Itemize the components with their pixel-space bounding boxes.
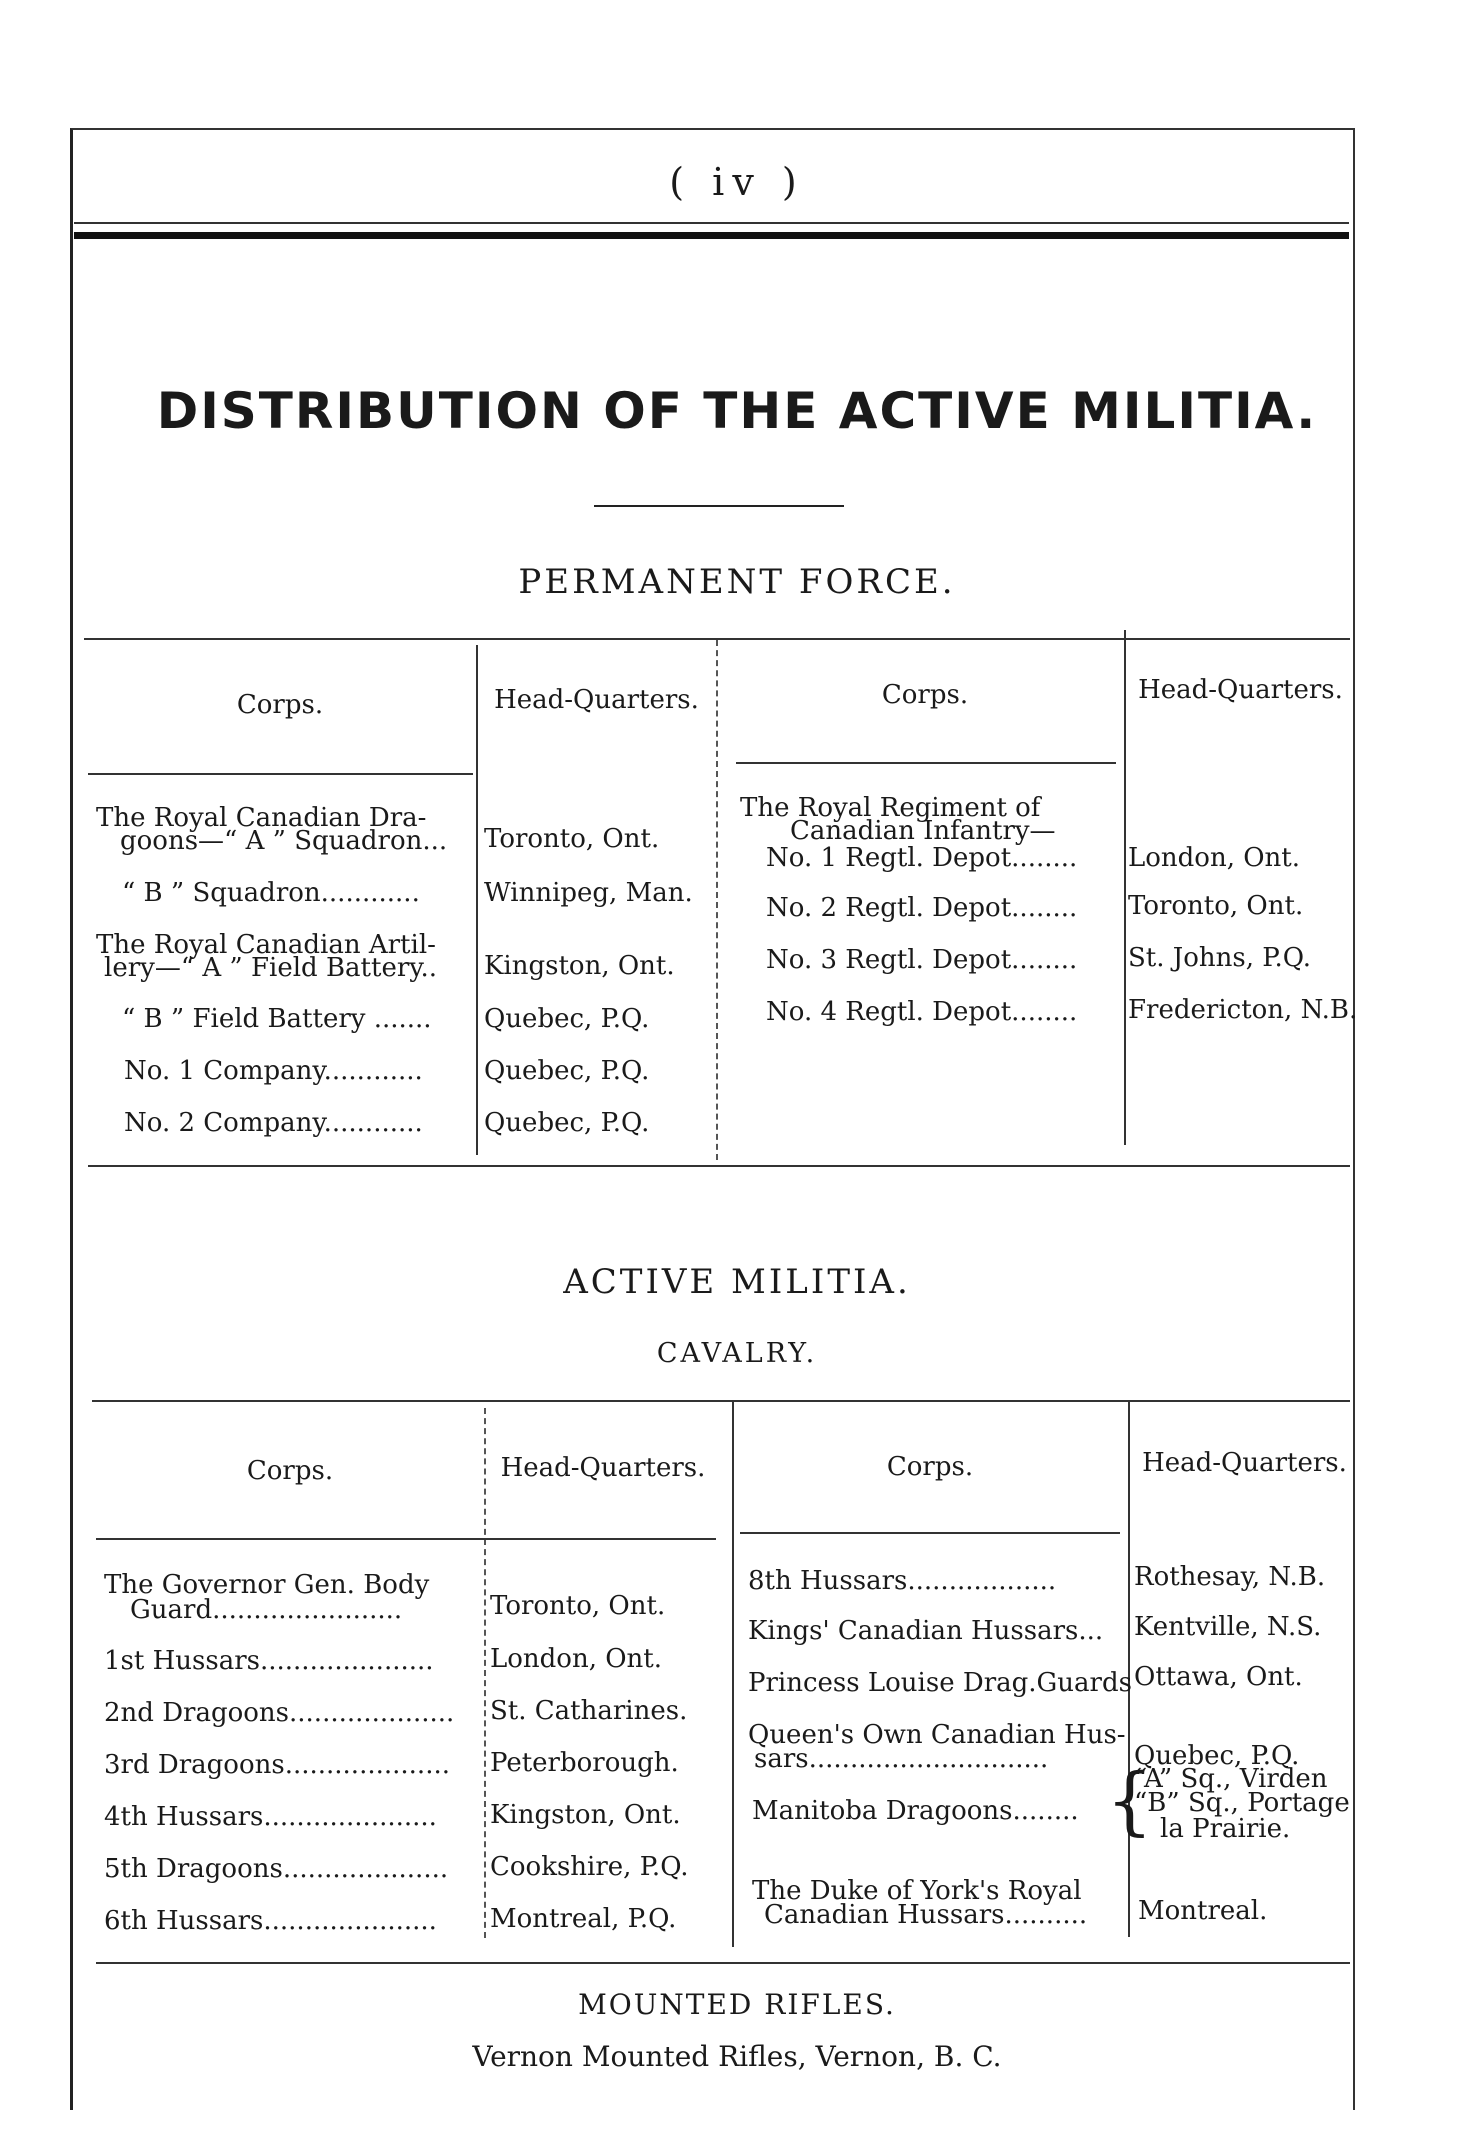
pf-header-rule [736, 762, 1116, 764]
am-right-hq: “B” Sq., Portage [1134, 1788, 1350, 1818]
pf-left-corps: lery—“ A ” Field Battery.. [104, 953, 438, 983]
am-right-hq: Rothesay, N.B. [1134, 1562, 1326, 1592]
am-left-corps: 4th Hussars..................... [104, 1802, 437, 1832]
am-left-corps: 3rd Dragoons.................... [104, 1750, 450, 1780]
header-rule-thin [74, 222, 1349, 224]
pf-left-corps: No. 2 Company............ [124, 1108, 423, 1138]
pf-divider [476, 645, 478, 1155]
pf-right-corps: No. 3 Regtl. Depot........ [766, 945, 1078, 975]
am-right-hq: “A” Sq., Virden [1134, 1764, 1328, 1794]
am-header-rule [740, 1532, 1120, 1534]
am-right-hq: Montreal. [1138, 1896, 1268, 1926]
permanent-force-heading: PERMANENT FORCE. [518, 562, 956, 602]
pf-right-group: Canadian Infantry— [790, 816, 1056, 846]
pf-left-hq: Quebec, P.Q. [484, 1056, 650, 1086]
am-left-corps: The Governor Gen. Body [104, 1570, 430, 1600]
am-left-corps: Guard....................... [130, 1595, 403, 1625]
pf-right-group: The Royal Regiment of [740, 793, 1041, 823]
am-right-hq: Quebec, P.Q. [1134, 1741, 1300, 1771]
am-col-corps-left: Corps. [246, 1456, 334, 1486]
am-right-corps: 8th Hussars.................. [748, 1566, 1057, 1596]
pf-left-corps: The Royal Canadian Dra- [96, 803, 427, 833]
am-divider [732, 1402, 734, 1947]
pf-right-hq: Toronto, Ont. [1128, 891, 1304, 921]
pf-right-corps: No. 1 Regtl. Depot........ [766, 843, 1078, 873]
am-right-corps: The Duke of York's Royal [752, 1876, 1082, 1906]
am-table-top-rule [92, 1400, 1350, 1402]
pf-header-rule [88, 773, 473, 775]
page-title: DISTRIBUTION OF THE ACTIVE MILITIA. [156, 382, 1318, 440]
pf-left-hq: Quebec, P.Q. [484, 1108, 650, 1138]
active-militia-heading: ACTIVE MILITIA. [563, 1262, 911, 1302]
pf-left-hq: Kingston, Ont. [484, 951, 675, 981]
am-left-corps: 2nd Dragoons.................... [104, 1698, 455, 1728]
am-left-hq: Cookshire, P.Q. [490, 1852, 689, 1882]
am-table-bottom-rule [96, 1962, 1350, 1964]
pf-left-corps: goons—“ A ” Squadron... [120, 826, 448, 856]
am-left-hq: Toronto, Ont. [490, 1591, 666, 1621]
pf-col-hq-left: Head-Quarters. [494, 685, 699, 715]
pf-left-hq: Toronto, Ont. [484, 824, 660, 854]
pf-right-corps: No. 2 Regtl. Depot........ [766, 893, 1078, 923]
am-left-corps: 1st Hussars..................... [104, 1646, 434, 1676]
am-col-corps-right: Corps. [886, 1452, 974, 1482]
header-rule-thick [74, 232, 1349, 239]
pf-left-corps: The Royal Canadian Artil- [96, 930, 436, 960]
pf-table-bottom-rule [88, 1165, 1350, 1167]
am-right-hq: la Prairie. [1160, 1814, 1291, 1844]
mounted-rifles-heading: MOUNTED RIFLES. [578, 1988, 896, 2021]
pf-col-corps-left: Corps. [236, 690, 324, 720]
pf-left-hq: Winnipeg, Man. [484, 878, 693, 908]
am-right-corps: sars............................. [754, 1744, 1049, 1774]
pf-right-hq: London, Ont. [1128, 843, 1301, 873]
am-right-corps: Canadian Hussars.......... [764, 1900, 1088, 1930]
pf-left-corps: “ B ” Squadron............ [122, 878, 420, 908]
pf-divider [716, 640, 718, 1160]
pf-right-hq: St. Johns, P.Q. [1128, 943, 1312, 973]
am-right-hq: Kentville, N.S. [1134, 1612, 1322, 1642]
am-col-hq-right: Head-Quarters. [1142, 1448, 1347, 1478]
pf-col-corps-right: Corps. [881, 680, 969, 710]
am-right-corps: Manitoba Dragoons........ [752, 1796, 1079, 1826]
am-left-corps: 5th Dragoons.................... [104, 1854, 449, 1884]
pf-left-hq: Quebec, P.Q. [484, 1004, 650, 1034]
pf-left-corps: “ B ” Field Battery ....... [122, 1004, 432, 1034]
pf-divider [1124, 630, 1126, 1145]
am-left-hq: Montreal, P.Q. [490, 1904, 677, 1934]
am-left-corps: 6th Hussars..................... [104, 1906, 437, 1936]
am-divider [484, 1408, 486, 1938]
title-divider [594, 505, 844, 507]
am-col-hq-left: Head-Quarters. [500, 1453, 706, 1483]
am-right-hq: Ottawa, Ont. [1134, 1662, 1303, 1692]
pf-col-hq-right: Head-Quarters. [1138, 675, 1343, 705]
pf-left-corps: No. 1 Company............ [124, 1056, 423, 1086]
am-left-hq: Kingston, Ont. [490, 1800, 681, 1830]
am-left-hq: St. Catharines. [490, 1696, 688, 1726]
am-left-hq: Peterborough. [490, 1748, 679, 1778]
mounted-rifles-entry: Vernon Mounted Rifles, Vernon, B. C. [472, 2040, 1002, 2073]
pf-right-corps: No. 4 Regtl. Depot........ [766, 997, 1078, 1027]
cavalry-heading: CAVALRY. [656, 1338, 818, 1369]
am-right-corps: Kings' Canadian Hussars... [748, 1616, 1104, 1646]
pf-right-hq: Fredericton, N.B. [1128, 995, 1358, 1025]
am-right-corps: Princess Louise Drag.Guards [748, 1668, 1132, 1698]
am-right-corps: Queen's Own Canadian Hus- [748, 1720, 1126, 1750]
page-number: ( iv ) [669, 160, 805, 204]
brace-icon: { [1106, 1758, 1154, 1844]
am-header-rule [96, 1538, 716, 1540]
am-left-hq: London, Ont. [490, 1644, 663, 1674]
